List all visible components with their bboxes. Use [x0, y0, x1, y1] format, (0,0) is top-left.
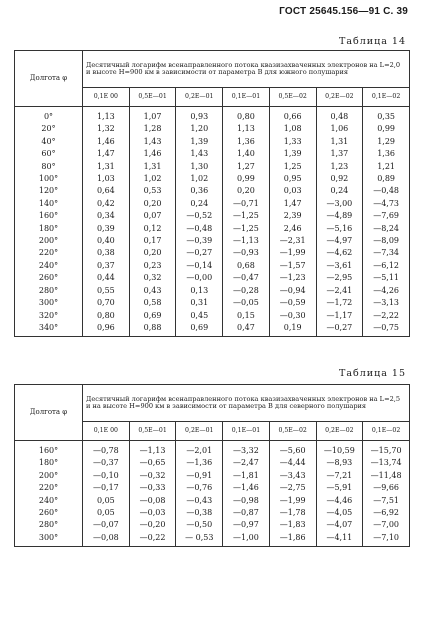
value-cell: —4,05 — [316, 507, 363, 519]
value-cell: —0,22 — [129, 532, 176, 547]
value-cell: —0,17 — [83, 482, 130, 494]
value-cell: —10,59 — [316, 441, 363, 458]
value-cell: 1,31 — [83, 161, 130, 173]
table-description: Десятичный логарифм всенаправленного потока квазизахваченных электронов на L=2,0 и высоте H=900 км в зависимости от параметра B для южного полушария — [83, 51, 410, 88]
value-cell: 0,80 — [223, 107, 270, 124]
table-row — [15, 507, 410, 519]
value-cell: —4,46 — [316, 495, 363, 507]
longitude-cell: 200° — [15, 470, 83, 482]
value-cell: —3,43 — [269, 470, 316, 482]
value-cell: 0,47 — [223, 322, 270, 337]
value-cell: 1,23 — [316, 161, 363, 173]
value-cell: —0,76 — [176, 482, 223, 494]
value-cell: 0,13 — [176, 285, 223, 297]
value-cell: —4,44 — [269, 457, 316, 469]
value-cell: 1,13 — [223, 123, 270, 135]
value-cell: —0,93 — [223, 247, 270, 259]
table-row — [15, 136, 410, 148]
value-cell: 1,08 — [269, 123, 316, 135]
value-cell: 1,40 — [223, 148, 270, 160]
value-cell: 0,35 — [363, 107, 410, 124]
value-cell: 1,25 — [269, 161, 316, 173]
param-header: 0,1E—02 — [363, 88, 410, 107]
value-cell: 1,47 — [83, 148, 130, 160]
value-cell: —0,32 — [129, 470, 176, 482]
value-cell: 1,39 — [269, 148, 316, 160]
value-cell: 1,43 — [129, 136, 176, 148]
value-cell: —0,50 — [176, 519, 223, 531]
table-row — [15, 519, 410, 531]
value-cell: 0,36 — [176, 185, 223, 197]
value-cell: —0,39 — [176, 235, 223, 247]
table-row — [15, 441, 410, 458]
value-cell: —1,57 — [269, 260, 316, 272]
value-cell: —2,75 — [269, 482, 316, 494]
value-cell: 0,15 — [223, 310, 270, 322]
value-cell: —1,46 — [223, 482, 270, 494]
param-header: 0,5E—01 — [129, 422, 176, 441]
value-cell: 0,38 — [83, 247, 130, 259]
value-cell: 0,17 — [129, 235, 176, 247]
longitude-cell: 280° — [15, 519, 83, 531]
value-cell: —4,26 — [363, 285, 410, 297]
value-cell: 0,40 — [83, 235, 130, 247]
value-cell: —5,16 — [316, 223, 363, 235]
longitude-cell: 40° — [15, 136, 83, 148]
value-cell: 1,36 — [363, 148, 410, 160]
table-15-caption: Таблица 15 — [339, 368, 406, 379]
longitude-cell: 80° — [15, 161, 83, 173]
value-cell: — 0,53 — [176, 532, 223, 547]
value-cell: 0,44 — [83, 272, 130, 284]
value-cell: 0,89 — [363, 173, 410, 185]
value-cell: 0,42 — [83, 198, 130, 210]
longitude-cell: 160° — [15, 210, 83, 222]
value-cell: 0,37 — [83, 260, 130, 272]
value-cell: 0,20 — [223, 185, 270, 197]
value-cell: 0,20 — [129, 247, 176, 259]
value-cell: —0,03 — [129, 507, 176, 519]
value-cell: —2,47 — [223, 457, 270, 469]
value-cell: 1,02 — [176, 173, 223, 185]
longitude-cell: 260° — [15, 272, 83, 284]
value-cell: 2,46 — [269, 223, 316, 235]
value-cell: —0,98 — [223, 495, 270, 507]
table-row — [15, 235, 410, 247]
value-cell: —0,14 — [176, 260, 223, 272]
value-cell: —0,33 — [129, 482, 176, 494]
value-cell: —1,00 — [223, 532, 270, 547]
value-cell: 0,99 — [363, 123, 410, 135]
value-cell: —3,00 — [316, 198, 363, 210]
value-cell: —7,34 — [363, 247, 410, 259]
value-cell: —1,83 — [269, 519, 316, 531]
longitude-cell: 120° — [15, 185, 83, 197]
longitude-cell: 340° — [15, 322, 83, 337]
value-cell: —0,07 — [83, 519, 130, 531]
table-14-caption: Таблица 14 — [339, 36, 406, 47]
value-cell: 0,05 — [83, 495, 130, 507]
value-cell: —0,00 — [176, 272, 223, 284]
table-row — [15, 260, 410, 272]
longitude-cell: 240° — [15, 260, 83, 272]
value-cell: 1,39 — [176, 136, 223, 148]
value-cell: —2,31 — [269, 235, 316, 247]
value-cell: —0,27 — [176, 247, 223, 259]
value-cell: 0,55 — [83, 285, 130, 297]
value-cell: —1,13 — [129, 441, 176, 458]
value-cell: —9,66 — [363, 482, 410, 494]
table-row — [15, 247, 410, 259]
param-header: 0,2E—02 — [316, 88, 363, 107]
longitude-cell: 320° — [15, 310, 83, 322]
value-cell: 0,24 — [176, 198, 223, 210]
value-cell: —13,74 — [363, 457, 410, 469]
value-cell: —0,65 — [129, 457, 176, 469]
table-row — [15, 210, 410, 222]
value-cell: 1,32 — [83, 123, 130, 135]
value-cell: 0,66 — [269, 107, 316, 124]
value-cell: 0,92 — [316, 173, 363, 185]
table-row — [15, 198, 410, 210]
value-cell: —0,78 — [83, 441, 130, 458]
value-cell: 1,02 — [129, 173, 176, 185]
value-cell: —0,87 — [223, 507, 270, 519]
longitude-cell: 60° — [15, 148, 83, 160]
param-header: 0,1E 00 — [83, 88, 130, 107]
value-cell: 0,99 — [223, 173, 270, 185]
value-cell: —4,07 — [316, 519, 363, 531]
param-header: 0,5E—01 — [129, 88, 176, 107]
value-cell: 0,64 — [83, 185, 130, 197]
param-header: 0,5E—02 — [269, 88, 316, 107]
value-cell: 0,45 — [176, 310, 223, 322]
table-row — [15, 322, 410, 337]
value-cell: 0,20 — [129, 198, 176, 210]
value-cell: 0,88 — [129, 322, 176, 337]
value-cell: 1,37 — [316, 148, 363, 160]
value-cell: 0,48 — [316, 107, 363, 124]
table-row — [15, 223, 410, 235]
value-cell: 0,05 — [83, 507, 130, 519]
longitude-cell: 100° — [15, 173, 83, 185]
value-cell: —2,95 — [316, 272, 363, 284]
value-cell: —1,23 — [269, 272, 316, 284]
value-cell: —8,93 — [316, 457, 363, 469]
longitude-cell: 220° — [15, 247, 83, 259]
value-cell: 0,24 — [316, 185, 363, 197]
value-cell: 1,29 — [363, 136, 410, 148]
value-cell: 1,43 — [176, 148, 223, 160]
value-cell: —2,01 — [176, 441, 223, 458]
value-cell: —0,08 — [83, 532, 130, 547]
value-cell: 0,31 — [176, 297, 223, 309]
table-row — [15, 148, 410, 160]
value-cell: 1,13 — [83, 107, 130, 124]
value-cell: —0,10 — [83, 470, 130, 482]
value-cell: 0,68 — [223, 260, 270, 272]
table-row — [15, 495, 410, 507]
param-header: 0,2E—02 — [316, 422, 363, 441]
longitude-cell: 160° — [15, 441, 83, 458]
value-cell: —2,22 — [363, 310, 410, 322]
param-header: 0,5E—02 — [269, 422, 316, 441]
table-row — [15, 161, 410, 173]
value-cell: 0,69 — [129, 310, 176, 322]
table-description: Десятичный логарифм всенаправленного потока квазизахваченных электронов на L=2,5 и на высоте H=900 км в зависимости от параметра B для северного полушария — [83, 385, 410, 422]
value-cell: —1,99 — [269, 495, 316, 507]
table-row — [15, 310, 410, 322]
value-cell: —7,51 — [363, 495, 410, 507]
value-cell: 0,12 — [129, 223, 176, 235]
longitude-cell: 300° — [15, 297, 83, 309]
param-header: 0,1E—02 — [363, 422, 410, 441]
value-cell: —0,08 — [129, 495, 176, 507]
value-cell: —1,25 — [223, 223, 270, 235]
value-cell: 0,93 — [176, 107, 223, 124]
value-cell: 1,31 — [316, 136, 363, 148]
value-cell: 0,39 — [83, 223, 130, 235]
longitude-cell: 200° — [15, 235, 83, 247]
table-row — [15, 107, 410, 124]
table-row — [15, 482, 410, 494]
value-cell: 1,20 — [176, 123, 223, 135]
value-cell: —3,61 — [316, 260, 363, 272]
value-cell: —1,17 — [316, 310, 363, 322]
value-cell: —0,97 — [223, 519, 270, 531]
value-cell: 1,06 — [316, 123, 363, 135]
value-cell: —8,09 — [363, 235, 410, 247]
value-cell: 1,03 — [83, 173, 130, 185]
value-cell: —0,27 — [316, 322, 363, 337]
value-cell: 1,31 — [129, 161, 176, 173]
value-cell: —0,91 — [176, 470, 223, 482]
value-cell: —1,81 — [223, 470, 270, 482]
value-cell: —1,36 — [176, 457, 223, 469]
value-cell: 1,33 — [269, 136, 316, 148]
table-row — [15, 173, 410, 185]
longitude-cell: 20° — [15, 123, 83, 135]
value-cell: 2,39 — [269, 210, 316, 222]
value-cell: 0,96 — [83, 322, 130, 337]
value-cell: —0,30 — [269, 310, 316, 322]
value-cell: 0,07 — [129, 210, 176, 222]
value-cell: —0,59 — [269, 297, 316, 309]
value-cell: —0,52 — [176, 210, 223, 222]
value-cell: —1,72 — [316, 297, 363, 309]
table-row — [15, 285, 410, 297]
value-cell: 1,27 — [223, 161, 270, 173]
value-cell: —0,37 — [83, 457, 130, 469]
value-cell: —5,91 — [316, 482, 363, 494]
value-cell: 1,47 — [269, 198, 316, 210]
value-cell: —0,20 — [129, 519, 176, 531]
value-cell: 0,34 — [83, 210, 130, 222]
longitude-cell: 0° — [15, 107, 83, 124]
value-cell: 1,46 — [83, 136, 130, 148]
param-header: 0,2E—01 — [176, 88, 223, 107]
value-cell: 1,07 — [129, 107, 176, 124]
value-cell: —2,41 — [316, 285, 363, 297]
longitude-cell: 300° — [15, 532, 83, 547]
value-cell: 1,46 — [129, 148, 176, 160]
longitude-cell: 280° — [15, 285, 83, 297]
value-cell: 0,19 — [269, 322, 316, 337]
value-cell: 0,32 — [129, 272, 176, 284]
value-cell: —15,70 — [363, 441, 410, 458]
longitude-cell: 180° — [15, 223, 83, 235]
value-cell: —6,92 — [363, 507, 410, 519]
value-cell: 1,28 — [129, 123, 176, 135]
value-cell: —11,48 — [363, 470, 410, 482]
longitude-cell: 180° — [15, 457, 83, 469]
value-cell: —1,13 — [223, 235, 270, 247]
table-row — [15, 457, 410, 469]
longitude-cell: 140° — [15, 198, 83, 210]
table-row — [15, 470, 410, 482]
value-cell: —0,94 — [269, 285, 316, 297]
table-row — [15, 297, 410, 309]
table-row — [15, 532, 410, 547]
value-cell: —1,86 — [269, 532, 316, 547]
value-cell: —4,89 — [316, 210, 363, 222]
value-cell: —3,13 — [363, 297, 410, 309]
value-cell: —0,48 — [363, 185, 410, 197]
value-cell: —8,24 — [363, 223, 410, 235]
table-row — [15, 123, 410, 135]
value-cell: —7,21 — [316, 470, 363, 482]
value-cell: 0,43 — [129, 285, 176, 297]
value-cell: 0,95 — [269, 173, 316, 185]
value-cell: —0,71 — [223, 198, 270, 210]
value-cell: —3,32 — [223, 441, 270, 458]
value-cell: —4,97 — [316, 235, 363, 247]
value-cell: —0,28 — [223, 285, 270, 297]
value-cell: 0,53 — [129, 185, 176, 197]
longitude-cell: 240° — [15, 495, 83, 507]
value-cell: 1,21 — [363, 161, 410, 173]
param-header: 0,1E—01 — [223, 422, 270, 441]
value-cell: —5,60 — [269, 441, 316, 458]
value-cell: —7,00 — [363, 519, 410, 531]
value-cell: 1,30 — [176, 161, 223, 173]
value-cell: 0,80 — [83, 310, 130, 322]
param-header: 0,1E 00 — [83, 422, 130, 441]
value-cell: —1,99 — [269, 247, 316, 259]
longitude-cell: 260° — [15, 507, 83, 519]
table-row — [15, 185, 410, 197]
value-cell: 0,58 — [129, 297, 176, 309]
value-cell: —4,62 — [316, 247, 363, 259]
value-cell: —5,11 — [363, 272, 410, 284]
longitude-cell: 220° — [15, 482, 83, 494]
value-cell: 1,36 — [223, 136, 270, 148]
value-cell: —0,38 — [176, 507, 223, 519]
value-cell: —4,73 — [363, 198, 410, 210]
longitude-header: Долгота φ — [15, 51, 83, 107]
page-header: ГОСТ 25645.156—91 С. 39 — [279, 6, 408, 17]
value-cell: 0,03 — [269, 185, 316, 197]
value-cell: —0,47 — [223, 272, 270, 284]
longitude-header: Долгота φ — [15, 385, 83, 441]
value-cell: —1,25 — [223, 210, 270, 222]
value-cell: —1,78 — [269, 507, 316, 519]
table-15 — [14, 384, 410, 547]
table-row — [15, 272, 410, 284]
table-14 — [14, 50, 410, 337]
value-cell: —0,75 — [363, 322, 410, 337]
value-cell: —0,48 — [176, 223, 223, 235]
value-cell: —4,11 — [316, 532, 363, 547]
value-cell: —0,43 — [176, 495, 223, 507]
value-cell: 0,69 — [176, 322, 223, 337]
value-cell: 0,23 — [129, 260, 176, 272]
value-cell: —7,69 — [363, 210, 410, 222]
value-cell: 0,70 — [83, 297, 130, 309]
value-cell: —7,10 — [363, 532, 410, 547]
param-header: 0,2E—01 — [176, 422, 223, 441]
param-header: 0,1E—01 — [223, 88, 270, 107]
value-cell: —0,05 — [223, 297, 270, 309]
value-cell: —6,12 — [363, 260, 410, 272]
